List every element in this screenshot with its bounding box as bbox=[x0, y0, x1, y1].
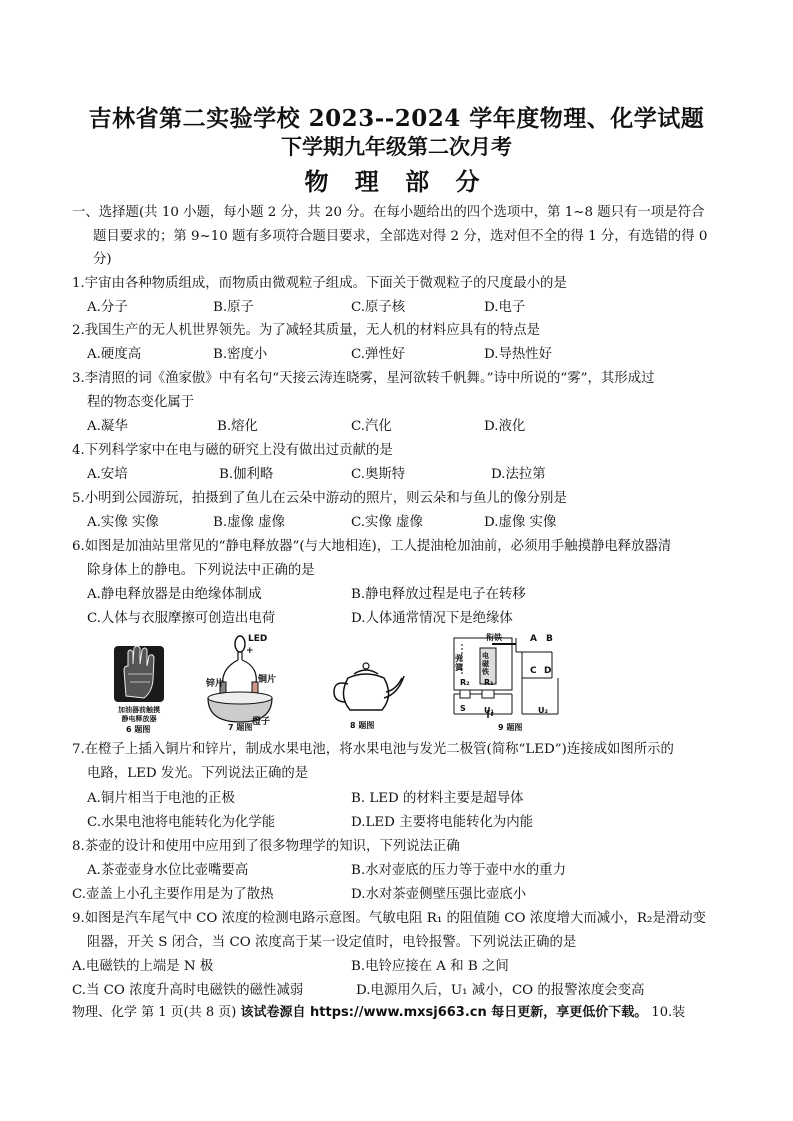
terminal-c-label: C bbox=[530, 666, 537, 676]
q7-option-a: A.铜片相当于电池的正极 bbox=[87, 791, 235, 806]
q3-option-b: B.熔化 bbox=[217, 419, 258, 434]
spring-label: 弹簧 bbox=[455, 654, 463, 672]
r1-label: R₁ bbox=[484, 678, 494, 687]
q2-option-a: A.硬度高 bbox=[87, 347, 142, 362]
q3-stem-2: 程的物态变化属于 bbox=[87, 395, 195, 410]
q1-option-d: D.电子 bbox=[484, 300, 526, 315]
q1-option-a: A.分子 bbox=[87, 300, 128, 315]
section-title: 物 理 部 分 bbox=[304, 167, 489, 196]
plus-label: + bbox=[246, 646, 254, 656]
q7-option-c: C.水果电池将电能转化为化学能 bbox=[87, 815, 276, 830]
q7-stem-2: 电路，LED 发光。下列说法正确的是 bbox=[87, 766, 309, 781]
terminal-a-label: A bbox=[530, 634, 537, 644]
q2-stem: 2.我国生产的无人机世界领先。为了减轻其质量，无人机的材料应具有的特点是 bbox=[72, 323, 541, 338]
figure-8-caption: 8 题图 bbox=[350, 721, 375, 730]
figure-8 bbox=[330, 662, 410, 732]
electromagnet-label: 电磁铁 bbox=[482, 652, 489, 676]
q4-option-b: B.伽利略 bbox=[219, 467, 274, 482]
q6-option-c: C.人体与衣服摩擦可创造出电荷 bbox=[87, 611, 276, 626]
q5-option-b: B.虚像 虚像 bbox=[213, 515, 285, 530]
led-label: LED bbox=[248, 634, 268, 644]
terminal-d-label: D bbox=[544, 666, 552, 676]
orange-label: 橙子 bbox=[252, 717, 271, 727]
q8-option-d: D.水对茶壶侧壁压强比壶底小 bbox=[351, 887, 527, 902]
q8-option-b: B.水对壶底的压力等于壶中水的重力 bbox=[351, 863, 566, 878]
figure-7-caption: 7 题图 bbox=[228, 723, 253, 732]
u1-label: U₁ bbox=[484, 706, 494, 715]
switch-label: S bbox=[460, 704, 466, 713]
q1-option-b: B.原子 bbox=[213, 300, 254, 315]
q3-option-c: C.汽化 bbox=[351, 419, 392, 434]
q9-option-c: C.当 CO 浓度升高时电磁铁的磁性减弱 bbox=[72, 983, 304, 998]
q9-option-a: A.电磁铁的上端是 N 极 bbox=[72, 959, 214, 974]
figure-7 bbox=[198, 630, 298, 734]
instructions-line-3: 分) bbox=[93, 252, 112, 267]
q2-option-b: B.密度小 bbox=[213, 347, 268, 362]
footer-source-notice[interactable]: 该试卷源自 https://www.mxsj663.cn 每日更新，享更低价下载。 bbox=[240, 1005, 648, 1020]
footer-continuation: 10.装 bbox=[651, 1005, 686, 1020]
q3-stem-1: 3.李清照的词《渔家傲》中有名句“天接云涛连晓雾，星河欲转千帆舞。”诗中所说的“雾”，其形成过 bbox=[72, 371, 655, 386]
page-title: 吉林省第二实验学校 2023--2024 学年度物理、化学试题 bbox=[88, 105, 705, 132]
q9-option-d: D.电源用久后，U₁ 减小，CO 的报警浓度会变高 bbox=[356, 983, 645, 998]
q6-stem-2: 除身体上的静电。下列说法中正确的是 bbox=[87, 563, 315, 578]
page-footer bbox=[72, 1003, 685, 1023]
teapot-icon bbox=[330, 662, 410, 716]
q2-option-d: D.导热性好 bbox=[484, 347, 553, 362]
q5-option-a: A.实像 实像 bbox=[87, 515, 159, 530]
q7-option-d: D.LED 主要将电能转化为内能 bbox=[351, 815, 534, 830]
figure-9-caption: 9 题图 bbox=[498, 723, 523, 732]
page-subtitle: 下学期九年级第二次月考 bbox=[281, 134, 512, 159]
figure-6-caption: 6 题图 bbox=[126, 725, 151, 734]
q7-option-b: B. LED 的材料主要是超导体 bbox=[351, 791, 524, 806]
terminal-b-label: B bbox=[546, 634, 553, 644]
copper-label: 铜片 bbox=[258, 675, 277, 685]
q6-option-b: B.静电释放过程是电子在转移 bbox=[351, 587, 526, 602]
q5-stem: 5.小明到公园游玩，拍摄到了鱼儿在云朵中游动的照片，则云朵和与鱼儿的像分别是 bbox=[72, 491, 567, 506]
q2-option-c: C.弹性好 bbox=[351, 347, 406, 362]
q8-stem: 8.茶壶的设计和使用中应用到了很多物理学的知识，下列说法正确 bbox=[72, 839, 460, 854]
q4-stem: 4.下列科学家中在电与磁的研究上没有做出过贡献的是 bbox=[72, 443, 393, 458]
q9-stem-2: 阻器，开关 S 闭合，当 CO 浓度高于某一设定值时，电铃报警。下列说法正确的是 bbox=[87, 935, 577, 950]
armature-label: 衔铁 bbox=[486, 633, 502, 642]
figure-6 bbox=[112, 640, 166, 732]
q6-stem-1: 6.如图是加油站里常见的“静电释放器”(与大地相连)，工人提油枪加油前，必须用手触摸静电释放器清 bbox=[72, 539, 672, 554]
q4-option-c: C.奥斯特 bbox=[351, 467, 406, 482]
q5-option-c: C.实像 虚像 bbox=[351, 515, 423, 530]
instructions-line-2: 题目要求的；第 9~10 题有多项符合题目要求，全部选对得 2 分，选对但不全的得 1 分，有选错的得 0 bbox=[93, 229, 708, 244]
q1-stem: 1.宇宙由各种物质组成，而物质由微观粒子组成。下面关于微观粒子的尺度最小的是 bbox=[72, 276, 567, 291]
q5-option-d: D.虚像 实像 bbox=[484, 515, 557, 530]
zinc-label: 锌片 bbox=[206, 679, 225, 689]
q1-option-c: C.原子核 bbox=[351, 300, 406, 315]
r2-label: R₂ bbox=[460, 678, 470, 687]
q3-option-a: A.凝华 bbox=[87, 419, 128, 434]
footer-page-number: 物理、化学 第 1 页(共 8 页) bbox=[72, 1005, 237, 1020]
instructions-line-1: 一、选择题(共 10 小题，每小题 2 分，共 20 分。在每小题给出的四个选项中，第 1~8 题只有一项是符合 bbox=[72, 205, 705, 220]
q6-option-a: A.静电释放器是由绝缘体制成 bbox=[87, 587, 262, 602]
q8-option-c: C.壶盖上小孔主要作用是为了散热 bbox=[72, 887, 274, 902]
u2-label: U₂ bbox=[538, 706, 548, 715]
q4-option-a: A.安培 bbox=[87, 467, 128, 482]
hand-discharger-icon bbox=[112, 640, 166, 704]
figure-9 bbox=[452, 634, 562, 734]
q9-option-b: B.电铃应接在 A 和 B 之间 bbox=[351, 959, 509, 974]
q8-option-a: A.茶壶壶身水位比壶嘴要高 bbox=[87, 863, 249, 878]
q7-stem-1: 7.在橙子上插入铜片和锌片，制成水果电池，将水果电池与发光二极管(简称“LED”)连接成如图所示的 bbox=[72, 742, 674, 757]
q3-option-d: D.液化 bbox=[484, 419, 526, 434]
q6-option-d: D.人体通常情况下是绝缘体 bbox=[351, 611, 513, 626]
q4-option-d: D.法拉第 bbox=[491, 467, 546, 482]
figure-6-label: 加油器前触摸 静电释放器 bbox=[118, 706, 160, 723]
q9-stem-1: 9.如图是汽车尾气中 CO 浓度的检测电路示意图。气敏电阻 R₁ 的阻值随 CO 浓度增大而减小，R₂是滑动变 bbox=[72, 911, 706, 926]
